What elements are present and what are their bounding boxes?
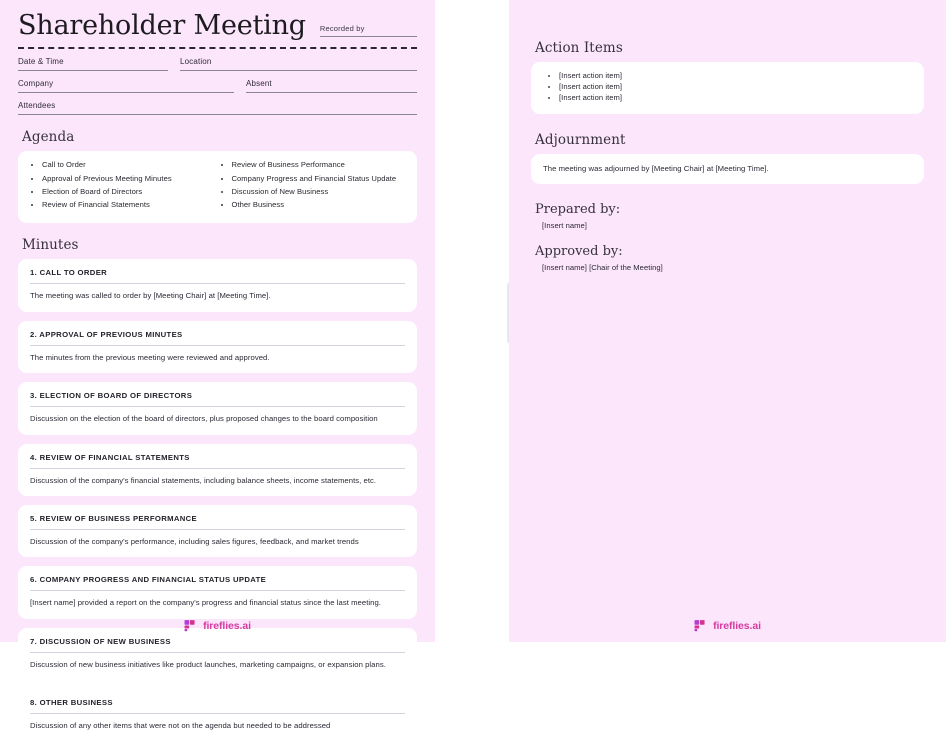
minute-body: The meeting was called to order by [Meeting Chair] at [Meeting Time]. xyxy=(30,291,271,301)
prepared-by-block xyxy=(535,202,924,230)
footer-branding-left xyxy=(0,619,435,632)
recorded-by-underline xyxy=(320,36,417,37)
field-row-1 xyxy=(18,57,417,71)
document-page-left xyxy=(0,0,435,731)
minute-body: Discussion of the company's financial statements, including balance sheets, income statements, etc. xyxy=(30,475,377,485)
action-items-heading: Action Items xyxy=(535,40,623,56)
company-field[interactable] xyxy=(18,79,234,93)
attendees-underline xyxy=(18,114,417,115)
absent-underline xyxy=(246,92,417,93)
agenda-list-left xyxy=(28,160,212,211)
list-item: • Discussion of New Business xyxy=(232,187,402,198)
minute-card-7 xyxy=(18,628,417,680)
location-label: Location xyxy=(180,57,212,67)
minute-separator xyxy=(30,345,405,346)
field-row-3 xyxy=(18,101,417,115)
list-item: • Call to Order xyxy=(42,160,212,171)
minute-heading: 1. CALL TO ORDER xyxy=(30,268,108,278)
minute-separator xyxy=(30,406,405,407)
minute-body: Discussion of new business initiatives like product launches, marketing campaigns, or expansion plans. xyxy=(30,659,386,669)
company-underline xyxy=(18,92,234,93)
action-items-card xyxy=(531,62,924,114)
list-item: • Company Progress and Financial Status Update xyxy=(232,174,402,185)
minute-card-6 xyxy=(18,566,417,618)
approved-by-value[interactable]: [Insert name] [Chair of the Meeting] xyxy=(542,263,663,273)
minute-heading: 7. DISCUSSION OF NEW BUSINESS xyxy=(30,636,171,646)
agenda-card xyxy=(18,151,417,223)
agenda-list-right xyxy=(218,160,402,211)
fireflies-logo-icon xyxy=(184,619,197,632)
brand-name: fireflies.ai xyxy=(713,619,761,632)
header-dashed-divider xyxy=(18,47,417,49)
prepared-by-label: Prepared by: xyxy=(535,202,621,218)
list-item: • Other Business xyxy=(232,200,402,211)
minute-heading: 5. REVIEW OF BUSINESS PERFORMANCE xyxy=(30,514,198,524)
recorded-by-label: Recorded by xyxy=(319,24,365,34)
attendees-field[interactable] xyxy=(18,101,417,115)
minute-card-1 xyxy=(18,259,417,311)
scrollbar-track[interactable] xyxy=(471,0,478,642)
minute-card-3 xyxy=(18,382,417,434)
minute-body: The minutes from the previous meeting were reviewed and approved. xyxy=(30,352,270,362)
date-time-underline xyxy=(18,70,168,71)
page-title: Shareholder Meeting xyxy=(18,10,306,41)
prepared-by-value[interactable]: [Insert name] xyxy=(542,221,587,231)
minute-card-5 xyxy=(18,505,417,557)
minute-body: [Insert name] provided a report on the company's progress and financial status since the last meeting. xyxy=(30,598,381,608)
agenda-column-left xyxy=(28,160,218,213)
date-time-field[interactable] xyxy=(18,57,168,71)
company-label: Company xyxy=(18,79,54,89)
minutes-heading: Minutes xyxy=(22,237,79,254)
minute-heading: 8. OTHER BUSINESS xyxy=(30,698,113,708)
minute-card-2 xyxy=(18,321,417,373)
minute-separator xyxy=(30,590,405,591)
field-row-2 xyxy=(18,79,417,93)
document-page-right xyxy=(509,0,946,642)
page-gutter xyxy=(435,0,509,642)
action-items-list xyxy=(543,71,912,103)
minute-heading: 3. ELECTION OF BOARD OF DIRECTORS xyxy=(30,391,193,401)
fireflies-logo-icon xyxy=(694,619,707,632)
minute-separator xyxy=(30,529,405,530)
document-header xyxy=(18,12,417,115)
location-underline xyxy=(180,70,417,71)
minute-separator xyxy=(30,283,405,284)
agenda-column-right xyxy=(218,160,408,213)
minute-separator xyxy=(30,713,405,714)
minute-card-4 xyxy=(18,444,417,496)
approved-by-label: Approved by: xyxy=(535,244,623,260)
list-item: • Review of Business Performance xyxy=(232,160,402,171)
minute-heading: 4. REVIEW OF FINANCIAL STATEMENTS xyxy=(30,452,190,462)
attendees-label: Attendees xyxy=(18,101,56,111)
agenda-heading: Agenda xyxy=(22,129,75,146)
minute-separator xyxy=(30,468,405,469)
list-item: • [Insert action item] xyxy=(559,82,912,93)
minute-separator xyxy=(30,652,405,653)
adjournment-heading: Adjournment xyxy=(535,132,626,149)
date-time-label: Date & Time xyxy=(18,57,64,67)
adjournment-card xyxy=(531,154,924,184)
title-row xyxy=(18,12,417,40)
list-item: • Election of Board of Directors xyxy=(42,187,212,198)
minute-heading: 2. APPROVAL OF PREVIOUS MINUTES xyxy=(30,329,183,339)
brand-name: fireflies.ai xyxy=(203,619,251,632)
location-field[interactable] xyxy=(180,57,417,71)
adjournment-body: The meeting was adjourned by [Meeting Chair] at [Meeting Time]. xyxy=(543,164,769,174)
minute-heading: 6. COMPANY PROGRESS AND FINANCIAL STATUS UPDATE xyxy=(30,575,267,585)
list-item: • [Insert action item] xyxy=(559,93,912,104)
minute-body: Discussion on the election of the board of directors, plus proposed changes to the board composition xyxy=(30,414,378,424)
footer-branding-right xyxy=(509,619,946,632)
absent-label: Absent xyxy=(246,79,272,89)
minute-card-8 xyxy=(18,689,417,741)
minute-body: Discussion of the company's performance, including sales figures, feedback, and market trends xyxy=(30,537,359,547)
list-item: • [Insert action item] xyxy=(559,71,912,82)
list-item: • Approval of Previous Meeting Minutes xyxy=(42,174,212,185)
recorded-by-field[interactable] xyxy=(320,24,417,40)
absent-field[interactable] xyxy=(246,79,417,93)
minute-body: Discussion of any other items that were not on the agenda but needed to be addressed xyxy=(30,721,331,731)
list-item: • Review of Financial Statements xyxy=(42,200,212,211)
approved-by-block xyxy=(535,244,924,272)
